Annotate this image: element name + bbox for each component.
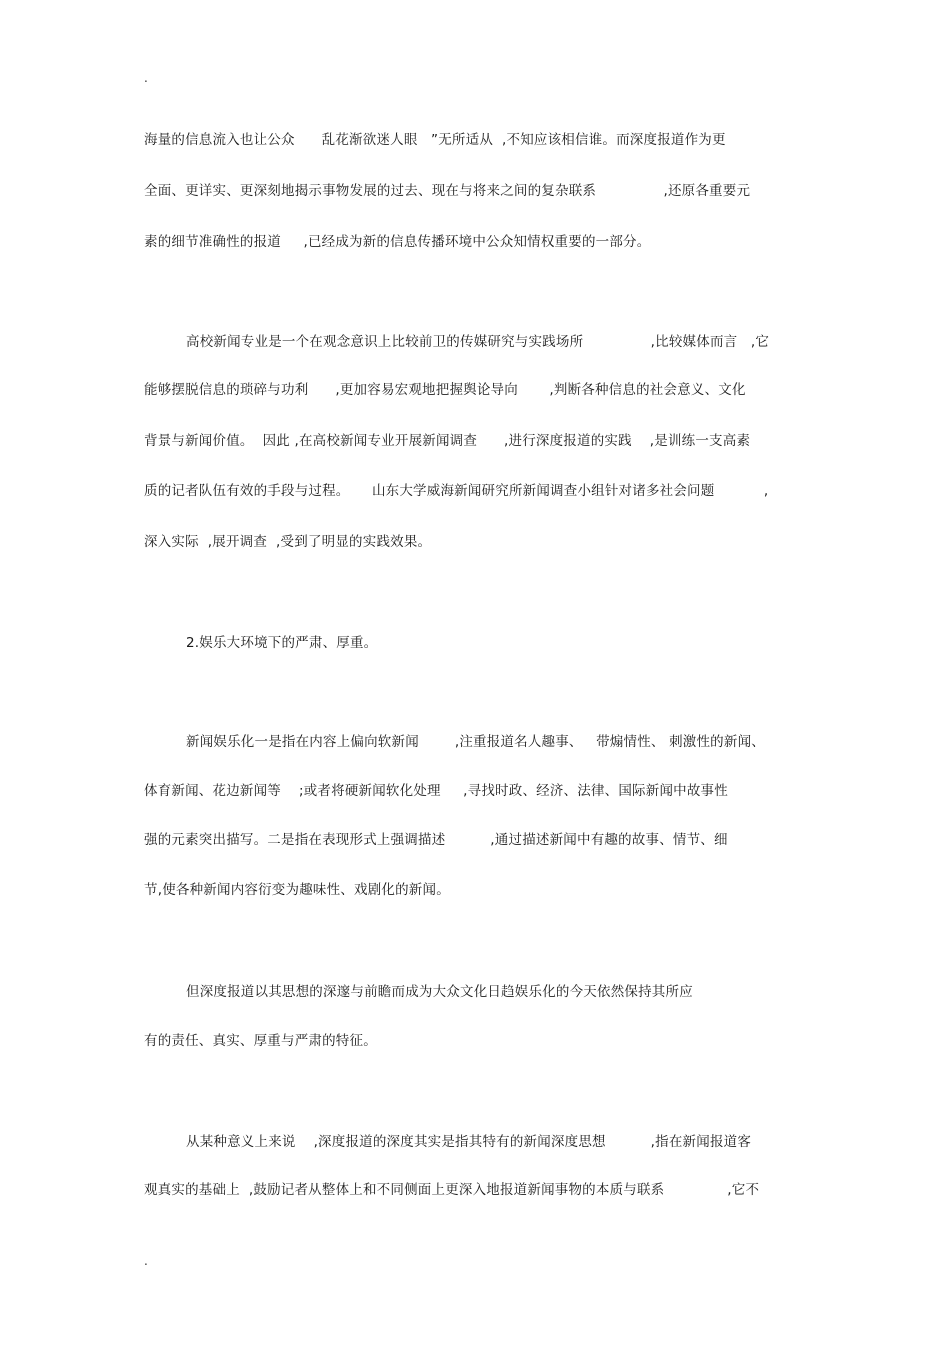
- body-line: 从某种意义上来说 ,深度报道的深度其实是指其特有的新闻深度思想 ,指在新闻报道客: [186, 1134, 752, 1150]
- body-line: 体育新闻、花边新闻等 ;或者将硬新闻软化处理 ,寻找时政、经济、法律、国际新闻中故事性: [144, 783, 728, 799]
- body-line: 全面、更详实、更深刻地揭示事物发展的过去、现在与将来之间的复杂联系 ,还原各重要元: [144, 183, 751, 199]
- body-line: 深入实际 ,展开调查 ,受到了明显的实践效果。: [144, 534, 432, 550]
- body-line: 但深度报道以其思想的深邃与前瞻而成为大众文化日趋娱乐化的今天依然保持其所应: [186, 984, 693, 1000]
- header-mark: .: [144, 71, 148, 85]
- body-line: 观真实的基础上 ,鼓励记者从整体上和不同侧面上更深入地报道新闻事物的本质与联系 ,它不: [144, 1182, 760, 1198]
- body-line: 有的责任、真实、厚重与严肃的特征。: [144, 1033, 377, 1049]
- body-line: 强的元素突出描写。二是指在表现形式上强调描述 ,通过描述新闻中有趣的故事、情节、细: [144, 832, 728, 848]
- body-line: 能够摆脱信息的琐碎与功利 ,更加容易宏观地把握舆论导向 ,判断各种信息的社会意义、文化: [144, 382, 746, 398]
- body-line: 新闻娱乐化一是指在内容上偏向软新闻 ,注重报道名人趣事、 带煽情性、 刺激性的新闻、: [186, 734, 765, 750]
- body-line: 背景与新闻价值。 因此 ,在高校新闻专业开展新闻调查 ,进行深度报道的实践 ,是训练一支高素: [144, 433, 751, 449]
- body-line: 高校新闻专业是一个在观念意识上比较前卫的传媒研究与实践场所 ,比较媒体而言 ,它: [186, 334, 770, 350]
- body-line: 节,使各种新闻内容衍变为趣味性、戏剧化的新闻。: [144, 882, 450, 898]
- section-heading: 2.娱乐大环境下的严肃、厚重。: [186, 635, 378, 651]
- footer-mark: .: [144, 1254, 148, 1268]
- body-line: 海量的信息流入也让公众 乱花渐欲迷人眼 ”无所适从 ,不知应该相信谁。而深度报道作为更: [144, 132, 726, 148]
- body-line: 质的记者队伍有效的手段与过程。 山东大学威海新闻研究所新闻调查小组针对诸多社会问题 ,: [144, 483, 769, 499]
- body-line: 素的细节准确性的报道 ,已经成为新的信息传播环境中公众知情权重要的一部分。: [144, 234, 651, 250]
